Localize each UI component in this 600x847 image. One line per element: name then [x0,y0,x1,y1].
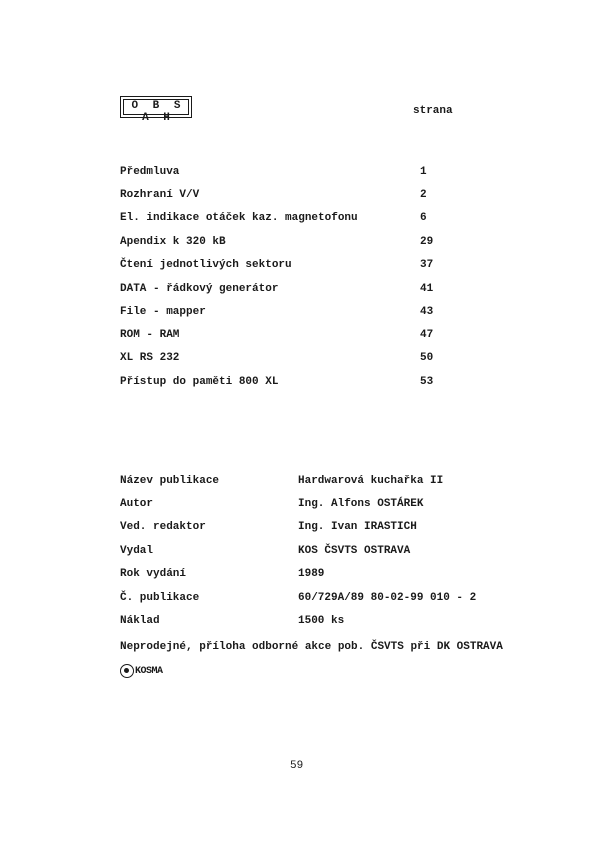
toc-title: DATA - řádkový generátor [120,283,279,295]
toc-page: 2 [420,189,427,201]
imprint-value: KOS ČSVTS OSTRAVA [298,545,411,557]
circle-logo-icon [120,664,134,678]
toc-title: Předmluva [120,166,180,178]
toc-page: 53 [420,376,434,388]
imprint-value: Hardwarová kuchařka II [298,475,444,487]
imprint-value: Ing. Ivan IRASTICH [298,521,417,533]
contents-heading: O B S A H [131,100,185,124]
toc-page: 47 [420,329,434,341]
toc-title: Apendix k 320 kB [120,236,226,248]
page-number: 59 [290,760,304,772]
toc-page: 50 [420,352,434,364]
toc-title: Přístup do paměti 800 XL [120,376,279,388]
imprint-label: Autor [120,498,154,510]
toc-title: Rozhraní V/V [120,189,200,201]
toc-page: 1 [420,166,427,178]
imprint-label: Č. publikace [120,592,200,604]
toc-page: 6 [420,212,427,224]
distribution-note: Neprodejné, příloha odborné akce pob. ČSVTS při DK OSTRAVA [120,641,503,653]
logo-text: KOSMA [135,665,163,677]
contents-heading-box [120,96,192,124]
imprint-label: Název publikace [120,475,220,487]
imprint-label: Ved. redaktor [120,521,206,533]
imprint-label: Vydal [120,545,154,557]
imprint-label: Rok vydání [120,568,187,580]
toc-title: File - mapper [120,306,206,318]
imprint-label: Náklad [120,615,160,627]
imprint-value: 60/729A/89 80-02-99 010 - 2 [298,592,477,604]
toc-page: 43 [420,306,434,318]
toc-title: El. indikace otáček kaz. magnetofonu [120,212,358,224]
toc-title: XL RS 232 [120,352,180,364]
toc-page: 41 [420,283,434,295]
toc-title: ROM - RAM [120,329,180,341]
imprint-value: 1989 [298,568,325,580]
imprint-value: 1500 ks [298,615,345,627]
toc-page: 37 [420,259,434,271]
toc-title: Čtení jednotlivých sektoru [120,259,292,271]
toc-page: 29 [420,236,434,248]
kosma-logo [120,663,163,679]
imprint-value: Ing. Alfons OSTÁREK [298,498,424,510]
page-column-label: strana [413,105,453,117]
